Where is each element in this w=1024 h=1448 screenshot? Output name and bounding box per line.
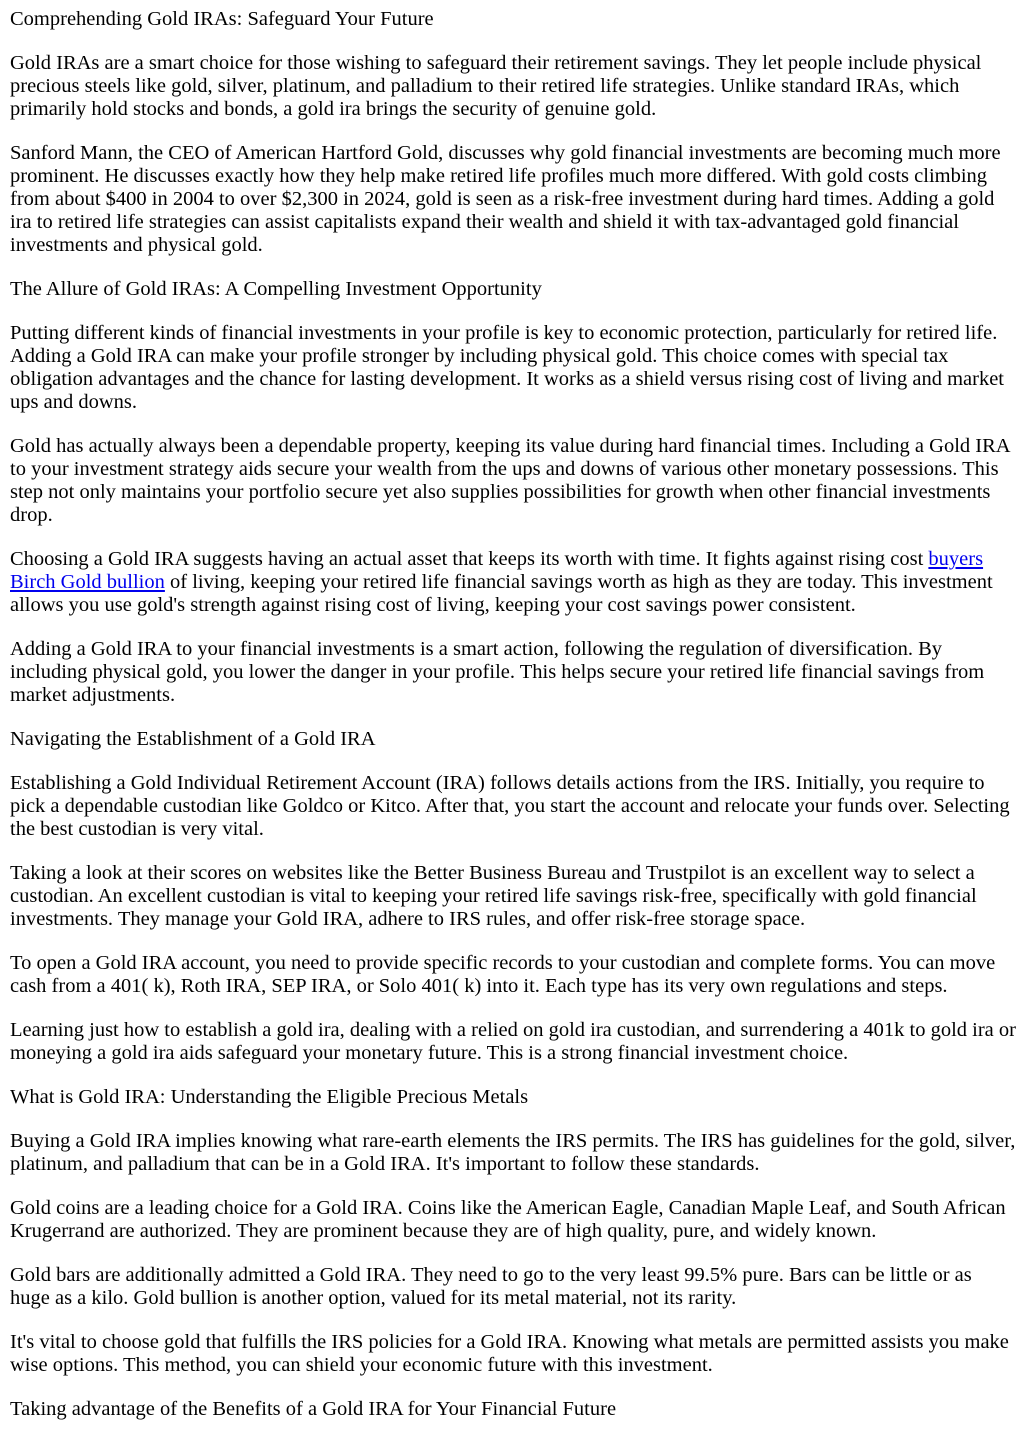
heading-eligible-precious-metals: What is Gold IRA: Understanding the Eligible Precious Metals (10, 1086, 529, 1108)
heading-benefits-of-gold-ira: Taking advantage of the Benefits of a Gold IRA for Your Financial Future (10, 1398, 617, 1420)
heading-comprehending-gold-iras: Comprehending Gold IRAs: Safeguard Your Future (10, 8, 434, 30)
paragraph: It's vital to choose gold that fulfills the IRS policies for a Gold IRA. Knowing what metals are permitted assists you make wise options. This method, you can shield your economic future with this investment. (10, 1331, 1009, 1376)
heading-navigating-establishment: Navigating the Establishment of a Gold IRA (10, 728, 376, 750)
paragraph: Gold bars are additionally admitted a Gold IRA. They need to go to the very least 99.5% pure. Bars can be little or as huge as a kilo. Gold bullion is another option, valued for its metal material, not its rarity. (10, 1264, 972, 1309)
paragraph: Gold coins are a leading choice for a Gold IRA. Coins like the American Eagle, Canadian Maple Leaf, and South African Krugerrand are authorized. They are prominent because they are of high quality, pure, and widely known. (10, 1197, 1006, 1242)
heading-allure-of-gold-iras: The Allure of Gold IRAs: A Compelling Investment Opportunity (10, 278, 542, 300)
paragraph: Learning just how to establish a gold ira, dealing with a relied on gold ira custodian, and surrendering a 401k to gold ira or moneying a gold ira aids safeguard your monetary future. This is a strong financial investment choice. (10, 1019, 1016, 1064)
paragraph: Adding a Gold IRA to your financial investments is a smart action, following the regulation of diversification. By including physical gold, you lower the danger in your profile. This helps secure your retired life financial savings from market adjustments. (10, 638, 985, 706)
paragraph: Sanford Mann, the CEO of American Hartford Gold, discusses why gold financial investments are becoming much more prominent. He discusses exactly how they help make retired life profiles much more differed. With gold costs climbing from about $400 in 2004 to over $2,300 in 2024, gold is seen as a risk-free investment during hard times. Adding a gold ira to retired life strategies can assist capitalists expand their wealth and shield it with tax-advantaged gold financial investments and physical gold. (10, 142, 1001, 256)
paragraph: Gold IRAs are a smart choice for those wishing to safeguard their retirement savings. They let people include physical precious steels like gold, silver, platinum, and palladium to their retired life strategies. Unlike standard IRAs, which primarily hold stocks and bonds, a gold ira brings the security of genuine gold. (10, 52, 982, 120)
buyers-birch-gold-bullion-link[interactable]: buyers Birch Gold bullion (10, 548, 984, 593)
paragraph-text: of living, keeping your retired life financial savings worth as high as they are today. This investment allows you use gold's strength against rising cost of living, keeping your cost savings power consistent. (10, 571, 993, 616)
paragraph: Taking a look at their scores on websites like the Better Business Bureau and Trustpilot is an excellent way to select a custodian. An excellent custodian is vital to keeping your retired life savings risk-free, specifically with gold financial investments. They manage your Gold IRA, adhere to IRS rules, and offer risk-free storage space. (10, 862, 977, 930)
paragraph-text: Choosing a Gold IRA suggests having an actual asset that keeps its worth with time. It fights against rising cost (10, 548, 929, 570)
paragraph: To open a Gold IRA account, you need to provide specific records to your custodian and complete forms. You can move cash from a 401( k), Roth IRA, SEP IRA, or Solo 401( k) into it. Each type has its very own regulations and steps. (10, 952, 996, 997)
paragraph: Buying a Gold IRA implies knowing what rare-earth elements the IRS permits. The IRS has guidelines for the gold, silver, platinum, and palladium that can be in a Gold IRA. It's important to follow these standards. (10, 1130, 1016, 1175)
paragraph: Putting different kinds of financial investments in your profile is key to economic protection, particularly for retired life. Adding a Gold IRA can make your profile stronger by including physical gold. This choice comes with special tax obligation advantages and the chance for lasting development. It works as a shield versus rising cost of living and market ups and downs. (10, 322, 1004, 413)
paragraph-with-link (10, 548, 1016, 617)
paragraph: Establishing a Gold Individual Retirement Account (IRA) follows details actions from the IRS. Initially, you require to pick a dependable custodian like Goldco or Kitco. After that, you start the account and relocate your funds over. Selecting the best custodian is very vital. (10, 772, 1010, 840)
paragraph: Gold has actually always been a dependable property, keeping its value during hard financial times. Including a Gold IRA to your investment strategy aids secure your wealth from the ups and downs of various other monetary possessions. This step not only maintains your portfolio secure yet also supplies possibilities for growth when other financial investments drop. (10, 435, 1010, 526)
